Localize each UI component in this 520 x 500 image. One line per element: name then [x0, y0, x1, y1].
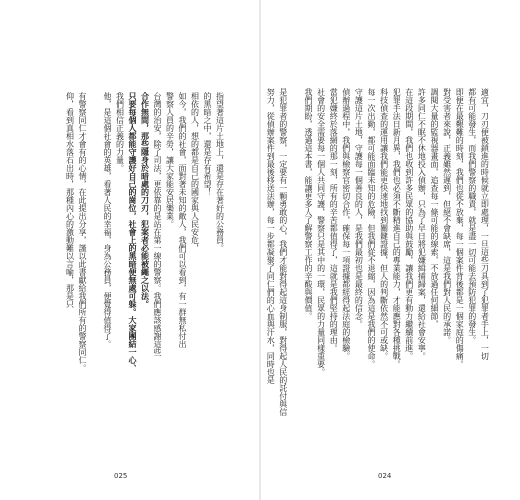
text-column: 許多同仁不眠不休地投入偵辦，只為了早日將犯嫌緝捕歸案，還給社會安寧。	[417, 88, 427, 360]
text-column: 指望著這片土地上，還是存在著好的公務員。	[215, 92, 225, 252]
right-page	[261, 0, 520, 500]
text-column: 偵辦過程中，我們與檢察官密切合作，確保每一項證據都經得起法庭的檢驗。	[341, 88, 351, 360]
text-column: 他，是這個社會的英雄，看著人民的幸福，身為公務員，便覺得值得了。	[103, 92, 112, 348]
text-column: 是犯罪者的警察，一定要有一顆勇敢的心，我們才能對得起這身制服，對得起人民的託付與信	[278, 88, 288, 416]
text-column: 調閱大量的監視器畫面，追查每一條可能的線索，不放過任何細節，	[430, 88, 439, 328]
text-column: 對受害者來說，正義雖然遲到，但絕不會缺席，這是我們對人民的承諾。	[442, 88, 452, 344]
text-column: 我們相信正義的力量。	[115, 92, 125, 172]
text-column: 警察人員的辛勞，讓大家能安居樂業。	[165, 92, 175, 228]
text-column: 犯罪手法日新月異，我們也必須不斷精進自己的專業能力，才能應對各種挑戰。	[392, 88, 402, 368]
text-column: 相依的人，想的都是自己的國家與人民安危，	[190, 92, 200, 252]
text-column: 都有可能發生，而我們警察的職責，就是盡一切可能去預防犯罪的發生。	[467, 88, 477, 344]
text-column: 的黑暗之中，還是存有希望！	[203, 92, 212, 196]
text-column: 有警察同仁才會有的心情，在此提出分享，謹以此書獻給我們所有的警察同仁。	[78, 92, 87, 372]
left-page	[0, 0, 259, 500]
text-column: 只要每個人都能守護好自己的崗位，社會上的黑暗便無處可躲。大家團結一心、	[128, 92, 137, 372]
text-column: 合作無間，那些隱身於暗處的刀刃，犯案者必能被繩之以法。	[140, 92, 150, 308]
text-column: 我們期盼，透過這本書，能讓更多人了解警察工作的辛酸與價值。	[304, 88, 313, 320]
text-column: 台灣的治安，除了司法，更依靠的是站在第一線的警察。我們應該感謝這些	[153, 92, 162, 356]
right-page-number: 024	[378, 472, 392, 480]
text-column: 在這段期間，我們也收到許多民眾的協助與鼓勵，讓我們更有動力繼續前進。	[404, 88, 414, 360]
text-column: 努力，從偵辦案件到最後移送法辦，每一步都凝聚了同仁們的心血與汗水，同時也是	[266, 88, 276, 384]
text-column: 守護這片土地，守護每一個善良的人，是我們最初也是最終的信念。	[354, 88, 364, 328]
text-column: 仰，看到真相水落石出時，那種內心的激動難以言喻，那是只	[65, 92, 75, 308]
text-column: 適宜，刀刃便被鎖進的時候就立即處理，一旦這些刀具到了犯罪者手上，一切	[480, 88, 490, 360]
text-column: 科技偵查的運用讓我們能更快速地找到關鍵證據，但人的判斷依然不可或缺。	[379, 88, 389, 360]
text-column: 每一次出勤，都可能面臨未知的危險，但我們從不退縮，因為這是我們的使命。	[367, 88, 376, 368]
text-column: 如今，我們的社會，面對著未知的敵人，我們可以看到，有一群無私付出	[178, 92, 187, 348]
text-column: 即便在最艱難的時刻，我們也從不放棄，每一個案件背後都是一個家庭的傷痛。	[455, 88, 465, 368]
left-page-number: 025	[114, 472, 128, 480]
text-column: 社會的安全需要每一個人共同守護，警察只是其中的一環，民眾的力量同樣重要。	[316, 88, 326, 376]
text-column: 當犯嫌終於落網的那一刻，所有的辛苦都值得了，這就是我們堅持的理由。	[329, 88, 339, 352]
